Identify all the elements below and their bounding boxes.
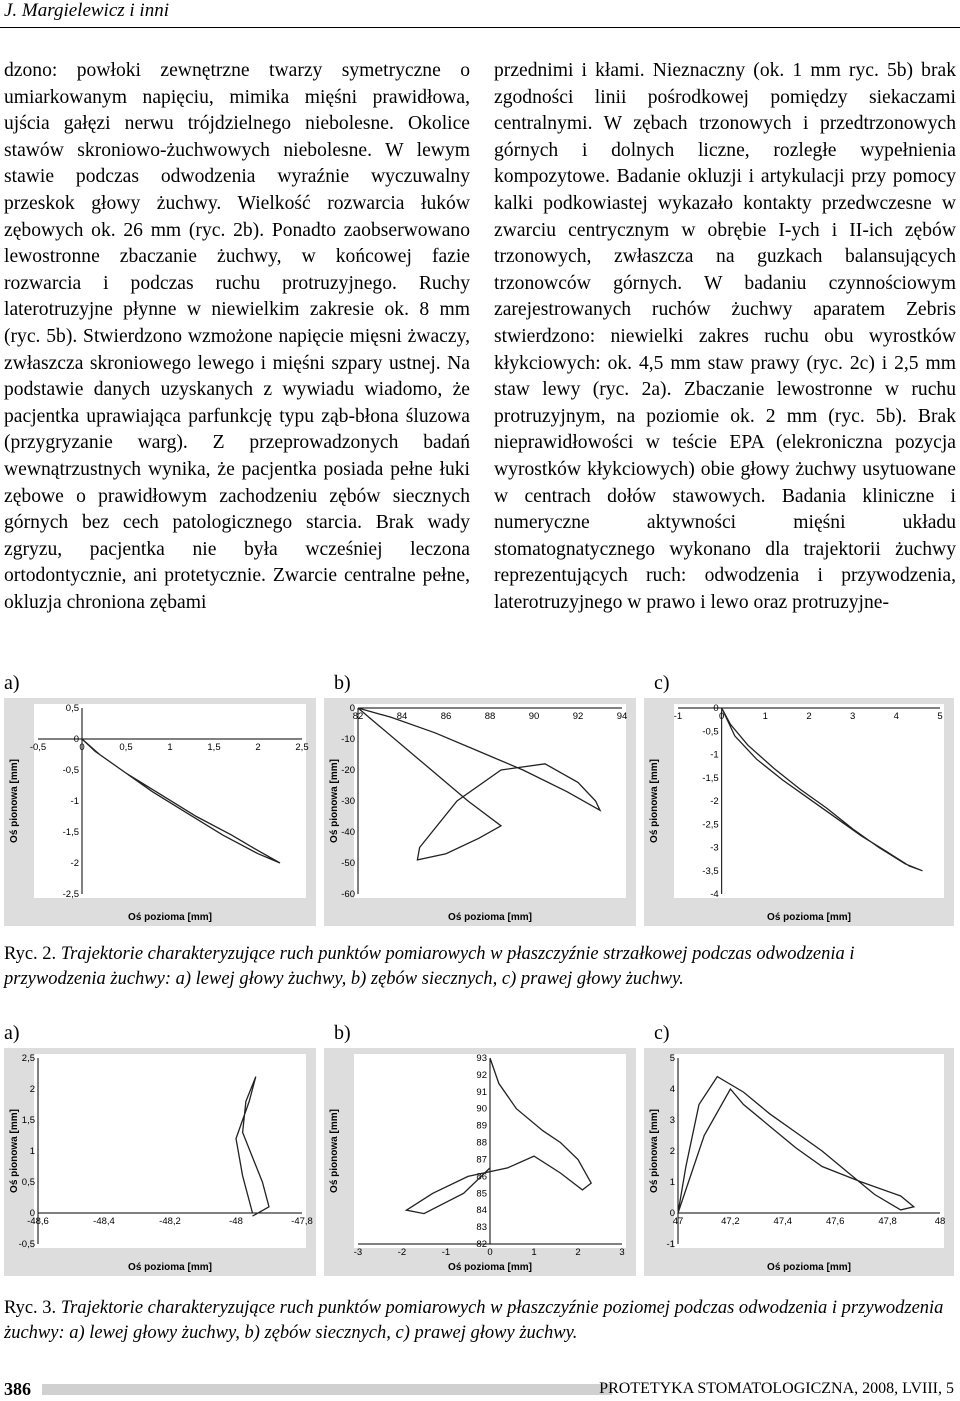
y-tick-label: -40 (341, 827, 355, 838)
x-axis-title: Oś pozioma [mm] (128, 1262, 212, 1273)
x-tick-label: 94 (616, 711, 628, 722)
y-tick-label: -30 (341, 796, 355, 807)
x-axis-title: Oś pozioma [mm] (767, 912, 851, 923)
y-tick-label: 1,5 (21, 1115, 35, 1126)
x-tick-label: -1 (673, 711, 683, 722)
y-tick-label: -3 (710, 842, 719, 854)
x-tick-label: -48,6 (27, 1216, 49, 1227)
y-tick-label: 84 (476, 1205, 487, 1217)
y-axis-title: Oś pionowa [mm] (9, 1109, 20, 1193)
x-tick-label: -47,8 (291, 1216, 313, 1227)
y-tick-label: -2,5 (62, 889, 79, 900)
x-tick-label: 0,5 (119, 742, 133, 753)
y-tick-label: 0,5 (65, 703, 79, 714)
x-axis-title: Oś pozioma [mm] (448, 1262, 532, 1273)
footer-bar (42, 1384, 612, 1395)
plot-area (354, 704, 626, 898)
x-tick-label: 1 (531, 1247, 537, 1258)
panel-letter: c) (654, 1022, 670, 1044)
y-tick-label: 2,5 (21, 1053, 35, 1064)
y-tick-label: -0,5 (702, 726, 719, 738)
page-number: 386 (4, 1379, 31, 1399)
x-tick-label: 3 (619, 1247, 625, 1258)
y-axis-title: Oś pionowa [mm] (329, 1109, 340, 1193)
x-axis-title: Oś pozioma [mm] (448, 912, 532, 923)
panel-letter: a) (4, 672, 20, 694)
x-tick-label: 84 (396, 711, 408, 722)
x-tick-label: 1,5 (207, 742, 221, 753)
y-tick-label: 0 (713, 703, 719, 714)
y-tick-label: -1 (710, 749, 719, 761)
y-tick-label: -0,5 (18, 1239, 35, 1250)
y-tick-label: -60 (341, 889, 355, 900)
x-tick-label: -0,5 (29, 742, 47, 753)
y-axis-title: Oś pionowa [mm] (649, 759, 660, 843)
x-tick-label: 2,5 (295, 742, 309, 753)
chart-svg (320, 668, 640, 930)
panel-letter: b) (334, 672, 351, 694)
caption-label: Ryc. 3. (4, 1298, 57, 1318)
panel-letter: c) (654, 672, 670, 694)
y-tick-label: -0,5 (62, 765, 79, 776)
x-tick-label: 92 (572, 711, 584, 722)
y-tick-label: -1,5 (62, 827, 79, 838)
y-tick-label: 2 (669, 1146, 675, 1157)
x-tick-label: -1 (441, 1247, 451, 1258)
plot-area (674, 1054, 944, 1248)
x-tick-label: 0 (79, 742, 85, 753)
y-tick-label: -2 (710, 796, 719, 807)
body-text-left-column: dzono: powłoki zewnętrzne twarzy symetryczne o umiarkowanym napięciu, mimika mięśni prawidłowa, ujścia gałęzi nerwu trójdzielnego niebolesne. Okolice stawów skroniowo-żuchwowych niebolesne. W lewym stawie podczas odwodzenia wyraźnie wyczuwalny przeskok głowy żuchwy. Wielkość rozwarcia łuków zębowych ok. 26 mm (ryc. 2b). Ponadto zaobserwowano lewostronne zbaczanie żuchwy, w końcowej fazie rozwarcia i podczas ruchu protruzyjnego. Ruchy laterotruzyjne płynne w niewielkim zakresie ok. 8 mm (ryc. 5b). Stwierdzono wzmożone napięcie mięsni żwaczy, zwłaszcza skroniowego lewego i mięśni szpary ustnej. Na podstawie danych uzyskanych z wywiadu wiadomo, że pacjentka uprawiająca parfunkcję typu ząb-błona śluzowa (przygryzanie warg). Z przeprowadzonych badań wewnątrzustnych wynika, że pacjentka posiada pełne łuki zębowe o prawidłowym zachodzeniu zębów siecznych górnych bez cech patologicznego starcia. Brak wady zgryzu, pacjentka nie była wcześniej leczona ortodontycznie, ani protetycznie. Zwarcie centralne pełne, okluzja chroniona zębami (4, 60, 470, 613)
x-tick-label: 4 (893, 711, 899, 722)
x-tick-label: 5 (937, 711, 943, 722)
x-tick-label: 47,6 (825, 1216, 845, 1227)
x-tick-label: 1 (762, 711, 768, 722)
y-tick-label: 87 (476, 1154, 487, 1166)
x-tick-label: 48 (934, 1216, 946, 1227)
y-axis-title: Oś pionowa [mm] (329, 759, 340, 843)
running-header-authors: J. Margielewicz i inni (4, 0, 169, 21)
x-tick-label: -2 (397, 1247, 407, 1258)
y-tick-label: 2 (29, 1084, 35, 1095)
chart-svg (0, 668, 320, 930)
x-tick-label: 0 (719, 711, 725, 722)
y-tick-label: 88 (476, 1137, 487, 1149)
y-tick-label: 0 (73, 734, 79, 745)
y-tick-label: 3 (669, 1115, 675, 1126)
x-tick-label: 1 (167, 742, 173, 753)
figure-2-panel-a (0, 668, 320, 930)
y-axis-title: Oś pionowa [mm] (9, 759, 20, 843)
panel-letter: a) (4, 1022, 20, 1044)
figure-3-panel-b (320, 1018, 640, 1280)
y-tick-label: 91 (476, 1086, 487, 1098)
chart-svg (640, 668, 958, 930)
x-tick-label: -48,4 (93, 1216, 115, 1227)
x-tick-label: 88 (484, 711, 496, 722)
x-axis-title: Oś pozioma [mm] (767, 1262, 851, 1273)
chart-svg (0, 1018, 320, 1280)
body-text-right-column: przednimi i kłami. Nieznaczny (ok. 1 mm ryc. 5b) brak zgodności linii pośrodkowej pomiędzy siekaczami centralnymi. W zębach trzonowych i przedtrzonowych górnych i dolnych liczne, rozległe wypełnienia kompozytowe. Badanie okluzji i artykulacji przy pomocy kalki podkowiastej wykazało kontakty przedwczesne w zwarciu centrycznym w obrębie I-ych i II-ich zębów trzonowych, zwłaszcza na guzkach balansujących trzonowców górnych. W badaniu czynnościowym zarejestrowanych ruchów żuchwy aparatem Zebris stwierdzono: niewielki zakres ruchu obu wyrostków kłykciowych: ok. 4,5 mm staw prawy (ryc. 2c) i 2,5 mm staw lewy (ryc. 2a). Zbaczanie lewostronne w ruchu protruzyjnym, na poziomie ok. 2 mm (ryc. 5b). Brak nieprawidłowości w teście EPA (elekroniczna pozycja wyrostków kłykciowych) obie głowy żuchwy usytuowane w centrach dołów stawowych. Badania kliniczne i numeryczne aktywności mięśni układu stomatognatycznego wykonano dla trajektorii żuchwy reprezentujących ruch: odwodzenia i przywodzenia, laterotruzyjnego w prawo i lewo oraz protruzyjne- (494, 60, 956, 613)
journal-name: PROTETYKA STOMATOLOGICZNA, 2008, LVIII, 5 (599, 1380, 954, 1397)
y-tick-label: 93 (476, 1053, 487, 1064)
y-tick-label: 0 (349, 703, 355, 714)
y-tick-label: -2,5 (702, 819, 719, 831)
figure-3-caption (4, 1296, 956, 1346)
x-tick-label: 47,4 (773, 1216, 793, 1227)
chart-svg (640, 1018, 958, 1280)
x-tick-label: -48,2 (159, 1216, 181, 1227)
y-tick-label: -2 (70, 858, 79, 869)
y-tick-label: 0 (29, 1208, 35, 1219)
y-tick-label: 0,5 (21, 1177, 35, 1188)
y-tick-label: 0 (669, 1208, 675, 1219)
x-tick-label: -3 (353, 1247, 363, 1258)
x-tick-label: 47,2 (721, 1216, 740, 1227)
x-tick-label: 90 (528, 711, 540, 722)
header-rule (0, 27, 960, 28)
y-tick-label: 1 (669, 1177, 675, 1188)
chart-svg (320, 1018, 640, 1280)
figure-2-panel-b (320, 668, 640, 930)
y-tick-label: 82 (476, 1239, 487, 1250)
x-axis-title: Oś pozioma [mm] (128, 912, 212, 923)
y-tick-label: 4 (669, 1084, 675, 1095)
x-tick-label: 2 (255, 742, 261, 753)
y-tick-label: -50 (341, 858, 355, 869)
caption-label: Ryc. 2. (4, 944, 57, 964)
y-tick-label: 83 (476, 1222, 487, 1234)
y-tick-label: 86 (476, 1171, 487, 1183)
figure-2-caption (4, 942, 956, 992)
y-tick-label: 89 (476, 1120, 487, 1132)
x-tick-label: -48 (229, 1216, 243, 1227)
y-tick-label: 1 (29, 1146, 35, 1157)
y-tick-label: -1 (70, 796, 79, 807)
figure-2-panel-c (640, 668, 958, 930)
y-tick-label: -20 (341, 765, 355, 776)
x-tick-label: 47 (672, 1216, 684, 1227)
y-axis-title: Oś pionowa [mm] (649, 1109, 660, 1193)
x-tick-label: 2 (806, 711, 812, 722)
y-tick-label: 90 (476, 1103, 487, 1115)
y-tick-label: -1 (666, 1239, 675, 1250)
x-tick-label: 47,8 (878, 1216, 897, 1227)
y-tick-label: -10 (341, 734, 355, 745)
x-tick-label: 2 (575, 1247, 581, 1258)
x-tick-label: 3 (850, 711, 856, 722)
caption-text: Trajektorie charakteryzujące ruch punktów pomiarowych w płaszczyźnie poziomej podczas odwodzenia i przywodzenia żuchwy: a) lewej głowy żuchwy, b) zębów siecznych, c) prawej głowy żuchwy. (4, 1298, 944, 1343)
x-tick-label: 86 (440, 711, 452, 722)
caption-text: Trajektorie charakteryzujące ruch punktów pomiarowych w płaszczyźnie strzałkowej podczas odwodzenia i przywodzenia żuchwy: a) lewej głowy żuchwy, b) zębów siecznych, c) prawej głowy żuchwy. (4, 944, 855, 989)
y-tick-label: -4 (710, 889, 719, 900)
figure-3-panel-a (0, 1018, 320, 1280)
figure-3-panel-c (640, 1018, 958, 1280)
y-tick-label: -1,5 (702, 772, 719, 784)
y-tick-label: 5 (669, 1053, 675, 1064)
x-tick-label: 0 (487, 1247, 493, 1258)
x-tick-label: 82 (352, 711, 364, 722)
y-tick-label: 92 (476, 1069, 487, 1081)
panel-letter: b) (334, 1022, 351, 1044)
y-tick-label: 85 (476, 1188, 487, 1200)
y-tick-label: -3,5 (702, 865, 719, 877)
